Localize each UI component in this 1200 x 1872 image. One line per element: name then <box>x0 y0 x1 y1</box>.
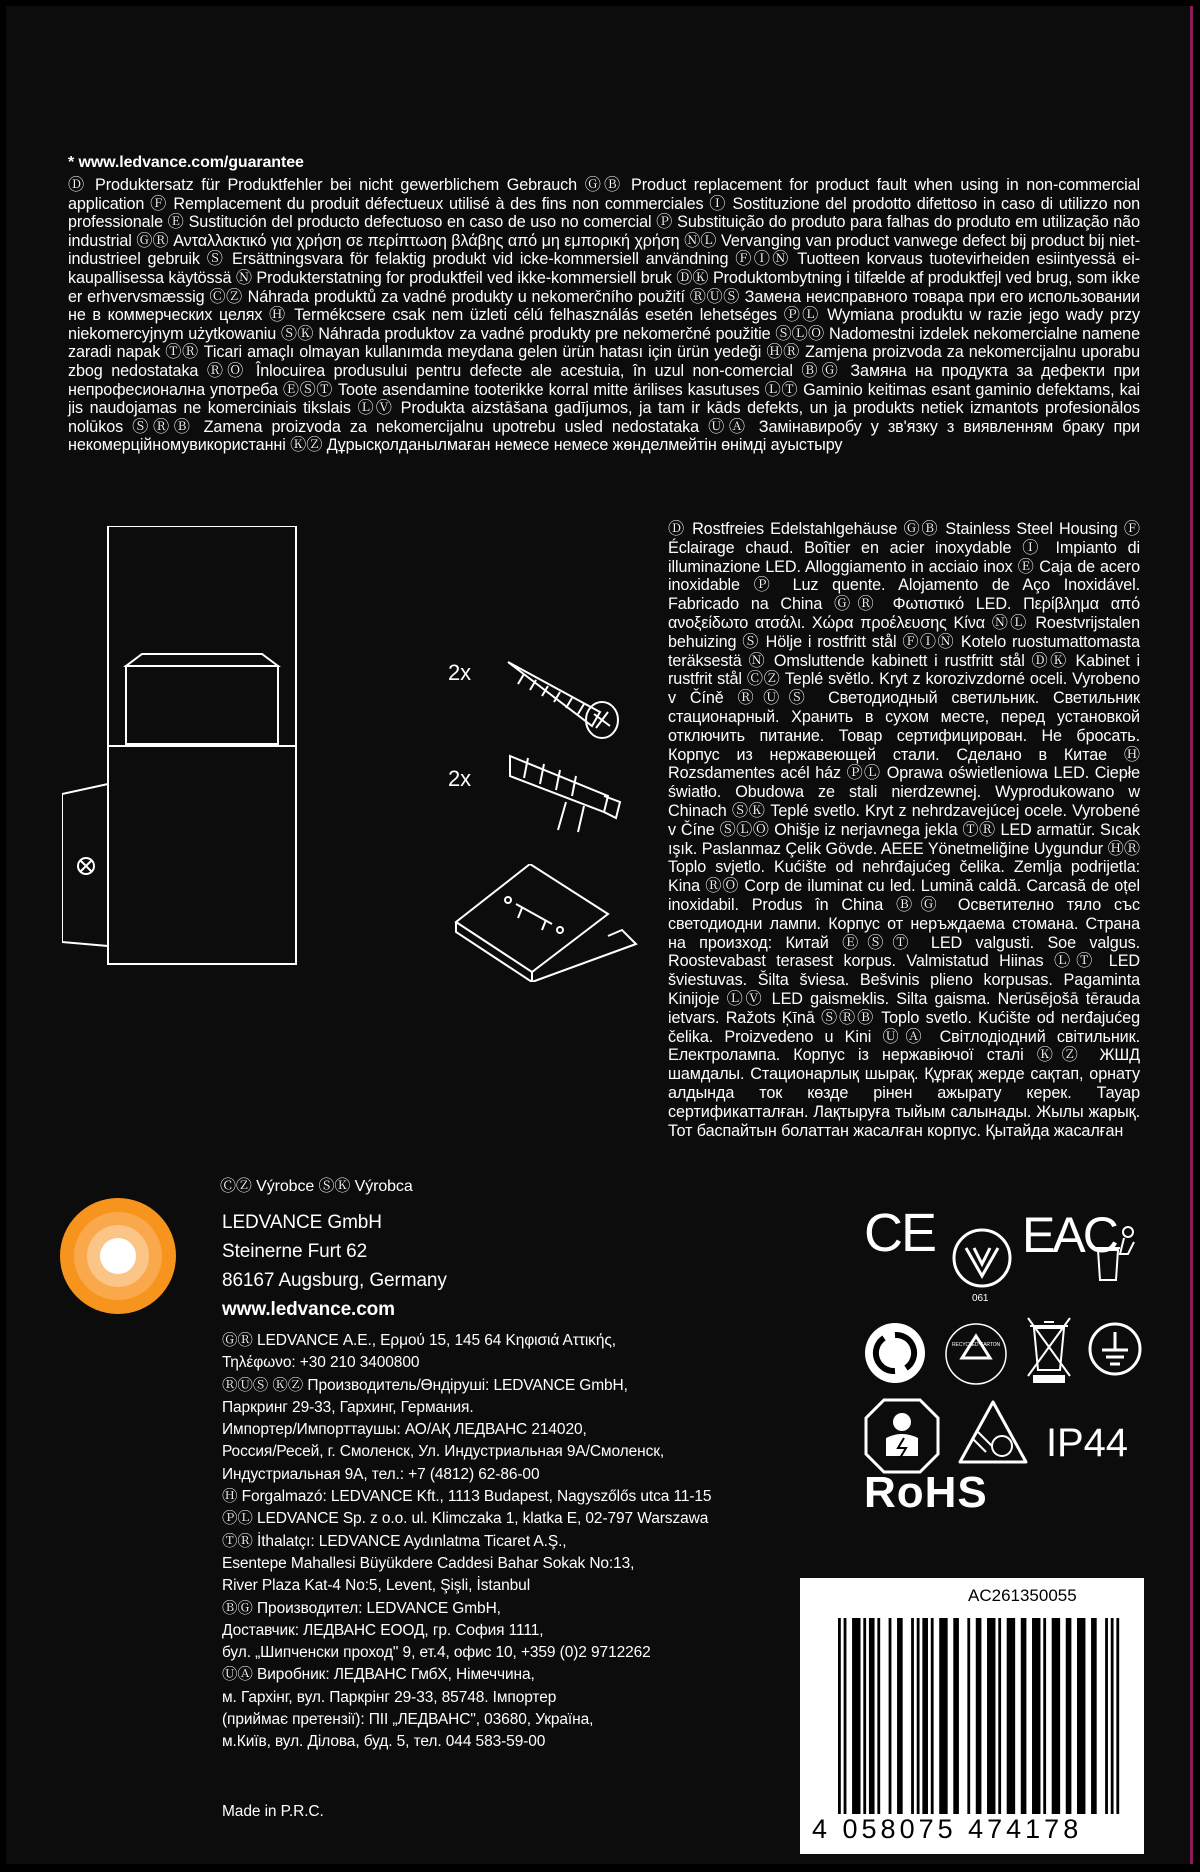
barcode-label <box>800 1578 1144 1854</box>
importer-line: Индустриальная 9А, тел.: +7 (4812) 62-86-00 <box>222 1465 540 1483</box>
importer-line: ⒷⒼ Производител: LEDVANCE GmbH, <box>222 1599 501 1617</box>
importer-line: ⓇⓊⓈ ⓀⓏ Производитель/Өндіруші: LEDVANCE GmbH, <box>222 1376 628 1394</box>
manufacturer-label: ⒸⓏ Výrobce ⓈⓀ Výrobca <box>220 1178 413 1195</box>
recycled-carton-icon <box>944 1322 1008 1386</box>
guarantee-text: Ⓓ Produktersatz für Produktfehler bei nicht gewerblichem Gebrauch ⒼⒷ Product replacement for product fault when using in non-commercial application Ⓕ Remplacement du produit défectueux utilisé à des fins non commerciales Ⓘ Sostituzione del prodotto difettoso in caso di utilizzo non professionale Ⓔ Sustitución del producto defectuoso en caso de uso no comercial Ⓟ Substituição do produto para falhas do produto em utilização não industrial ⒼⓇ Ανταλλακτικό για χρήση σε περίπτωση βλάβης από μη εμπορική χρήση ⓃⓁ Vervanging van product vanwege defect bij product bij niet-industrieel gebruik Ⓢ Ersättningsvara för felaktig produkt vid icke-kommersiell användning ⒻⒾⓃ Tuotteen korvaus tuotevirheiden esiintyessä ei-kaupallisessa käytössä Ⓝ Produkterstatning for produktfeil ved ikke-kommersiell bruk ⒹⓀ Produktombytning i tilfælde af produktfejl ved brug, som ikke er erhvervsmæssig ⒸⓏ Náhrada produktů za vadné produkty u nekomerčního použití ⓇⓊⓈ Замена неисправного товара при его использовании не в коммерческих целях Ⓗ Termékcsere csak nem üzleti célú felhasználás esetén lehetséges ⓅⓁ Wymiana produktu w razie jego wady przy niekomercyjnym użytkowaniu ⓈⓀ Náhrada produktov za vadné produkty pre nekomerčné použitie ⓈⓁⓄ Nadomestni izdelek nekomercialne namene zaradi napak ⓉⓇ Ticari amaçlı olmayan kullanımda meydana gelen ürün hatası için ürün yedeği ⒽⓇ Zamjena proizvoda za nekomercijalnu uporabu zbog nedostataka ⓇⓄ Înlocuirea produsului pentru defecte ale acestuia, în uzul non-comercial ⒷⒼ Замяна на продукта за дефекти при непрофесионална употреба ⒺⓈⓉ Toote asendamine tooterikke korral mitte ärilises kasutuses ⓁⓉ Gaminio keitimas esant gaminio defektams, kai jis naudojamas ne komerciniais tikslais ⓁⓋ Produkta aizstāšana gadījumos, ja tam ir kāds defekts, un ja produkts netiek izmantots profesionālos nolūkos ⓈⓇⒷ Zamena proizvoda za nekomercijalnu upotrebu usled nedostataka ⓊⒶ Замінавиробу у зв'язку з виявленням браку при некомерційномувикористанні ⓀⓏ Дұрысқолданылмаған немесе немесе жөнделмейтін өнімді ауыстыру <box>68 176 1140 455</box>
barcode-bar <box>1091 1618 1097 1814</box>
weee-crossed-bin-icon <box>1024 1314 1074 1384</box>
importer-line: бул. „Шипченски проход" 9, ет.4, офис 10, +359 (0)2 9712262 <box>222 1644 651 1662</box>
importer-line: м.Київ, вул. Ділова, буд. 5, тел. 044 583-59-00 <box>222 1733 546 1751</box>
ce-mark: CE <box>864 1203 936 1263</box>
barcode-bar <box>1021 1618 1027 1814</box>
barcode-bar <box>1111 1618 1114 1814</box>
barcode-bar <box>844 1618 847 1814</box>
barcode-bar <box>922 1618 928 1814</box>
manufacturer-street: Steinerne Furt 62 <box>222 1241 368 1262</box>
barcode-bar <box>1105 1618 1108 1814</box>
importer-line: Россия/Ресей, г. Смоленск, Ул. Индустриальная 9А/Смоленск, <box>222 1443 665 1461</box>
screw-icon <box>504 656 624 740</box>
hot-surface-icon <box>956 1398 1030 1472</box>
barcode-bar <box>939 1618 947 1814</box>
barcode-bar <box>967 1618 970 1814</box>
manufacturer-city: 86167 Augsburg, Germany <box>222 1270 447 1291</box>
importers-list <box>222 1330 711 1754</box>
manufacturer-name: LEDVANCE GmbH <box>222 1212 382 1233</box>
barcode-bar <box>1032 1618 1040 1814</box>
wall-lamp-drawing <box>62 526 312 966</box>
importer-line: (приймає претензії): ПІІ „ЛЕДВАНС", 03680, Україна, <box>222 1711 594 1729</box>
barcode-bar <box>877 1618 880 1814</box>
importer-line: ⓊⒶ Виробник: ЛЕДВАНС ГмбХ, Німеччина, <box>222 1666 535 1684</box>
barcode-bar <box>1043 1618 1046 1814</box>
barcode-bar <box>976 1618 982 1814</box>
package-back <box>6 6 1193 1864</box>
ean-digits: 4 058075 474178 <box>812 1814 1083 1844</box>
protective-earth-icon <box>1088 1322 1142 1376</box>
barcode-bar <box>1116 1618 1119 1814</box>
barcode-bars <box>838 1618 1122 1814</box>
importer-line: м. Гархінг, вул. Паркрінг 29-33, 85748. Імпортер <box>222 1688 557 1706</box>
screws-qty: 2x <box>448 660 472 685</box>
qualified-electrician-icon <box>864 1398 940 1474</box>
barcode-bar <box>889 1618 892 1814</box>
ledvance-sun-logo <box>58 1196 178 1316</box>
rohs-mark: RoHS <box>864 1468 988 1517</box>
barcode-bar <box>863 1618 866 1814</box>
importer-line: ⒼⓇ LEDVANCE Α.Ε., Ερμού 15, 145 64 Κηφισιά Αττικής, <box>222 1332 616 1349</box>
barcode-bar <box>998 1618 1001 1814</box>
importer-line: Τηλέφωνο: +30 210 3400800 <box>222 1354 420 1372</box>
bin-disposal-icon <box>1094 1224 1140 1282</box>
article-code: AC261350055 <box>968 1586 1077 1605</box>
barcode-bar <box>897 1618 903 1814</box>
importer-line: Esentepe Mahallesi Büyükdere Caddesi Bahar Sokak No:13, <box>222 1554 635 1572</box>
barcode-bar <box>953 1618 959 1814</box>
importer-line: Доставчик: ЛЕДВАНС ЕООД, гр. София 1111, <box>222 1621 544 1639</box>
wall-plug-icon <box>504 746 628 834</box>
barcode-bar <box>852 1618 860 1814</box>
barcode-bar <box>1052 1618 1060 1814</box>
importer-line: ⓉⓇ İthalatçı: LEDVANCE Aydınlatma Ticaret A.Ş., <box>222 1532 567 1550</box>
barcode-bar <box>987 1618 995 1814</box>
ua-conformity-icon <box>950 1226 1014 1290</box>
green-dot-icon <box>864 1322 926 1384</box>
barcode-bar <box>911 1618 914 1814</box>
importer-line: River Plaza Kat-4 No:5, Levent, Şişli, İstanbul <box>222 1577 531 1595</box>
dowels-qty: 2x <box>448 766 472 791</box>
manufacturer-address <box>222 1208 447 1324</box>
importer-line: Импортер/Импорттаушы: АО/АҚ ЛЕДВАНС 214020, <box>222 1421 587 1439</box>
mounting-bracket-icon <box>452 864 640 982</box>
ua-mark-code: 061 <box>972 1293 989 1304</box>
barcode-bar <box>917 1618 920 1814</box>
barcode-bar <box>1066 1618 1072 1814</box>
recycled-carton-label: RECYCLED CARTON <box>951 1342 1001 1348</box>
ip-rating: IP44 <box>1046 1421 1128 1465</box>
barcode-bar <box>838 1618 841 1814</box>
importer-line: ⓅⓁ LEDVANCE Sp. z o.o. ul. Klimczaka 1, klatka E, 02-797 Warszawa <box>222 1510 709 1528</box>
barcode-bar <box>869 1618 875 1814</box>
housing-description: Ⓓ Rostfreies Edelstahlgehäuse ⒼⒷ Stainless Steel Housing Ⓕ Éclairage chaud. Boîtier en acier inoxydable Ⓘ Impianto di illuminazione LED. Alloggiamento in acciaio inox Ⓔ Caja de acero inoxidable Ⓟ Luz quente. Alojamento de Aço Inoxidável. Fabricado na China ⒼⓇ Φωτιστικό LED. Περίβλημα από ανοξείδωτο ατσάλι. Χώρα προέλευσης Κίνα ⓃⓁ Roestvrijstalen behuizing Ⓢ Hölje i rostfritt stål ⒻⒾⓃ Kotelo ruostumattomasta teräksestä Ⓝ Omsluttende kabinett i rustfritt stål ⒹⓀ Kabinet i rustfrit stål ⒸⓏ Teplé světlo. Kryt z korozivzdorné oceli. Vyrobeno v Číně ⓇⓊⓈ Светодиодный светильник. Светильник стационарный. Хранить в сухом месте, перед установкой отключить питание. Товар сертифицирован. Не бросать. Корпус из нержавеющей стали. Сделано в Китае Ⓗ Rozsdamentes acél ház ⓅⓁ Oprawa oświetleniowa LED. Ciepłe światło. Obudowa ze stali nierdzewnej. Wyprodukowano w Chinach ⓈⓀ Teplé svetlo. Kryt z nehrdzavejúcej ocele. Vyrobené v Číne ⓈⓁⓄ Ohišje iz nerjavnega jekla ⓉⓇ LED armatür. Sıcak ışık. Paslanmaz Çelik Gövde. AEEE Yönetmeliğine Uygundur ⒽⓇ Toplo svjetlo. Kućište od nehrđajućeg čelika. Zemlja podrijetla: Kina ⓇⓄ Corp de iluminat cu led. Lumină caldă. Carcasă de oțel inoxidabil. Produs în China ⒷⒼ Осветително тяло със светодиодни лампи. Корпус от неръждаема стомана. Страна на произход: Китай ⒺⓈⓉ LED valgusti. Soe valgus. Roostevabast terasest korpus. Valmistatud Hiinas ⓁⓉ LED šviestuvas. Šilta šviesa. Bešvinis plieno korpusas. Pagaminta Kinijoje ⓁⓋ LED gaismeklis. Silta gaisma. Nerūsējošā tērauda ietvars. Ražots Ķīnā ⓈⓇⒷ Toplo svetlo. Kućište od nerđajućeg čelika. Proizvedeno u Kini ⓊⒶ Світлодіодний світильник. Електролампа. Корпус із нержавіючої сталі ⓀⓏ ЖШД шамдалы. Стационарлық шырақ. Құрғақ жерде сақтап, орнату алдында ток көзде рінен ажырату керек. Тауар сертификатталған. Лақтыруға тыйым салынады. Жылы жарық. Тот баспайтын болаттан жасалған корпус. Қытайда жасалған <box>668 520 1140 1140</box>
eac-mark: EAC <box>1022 1207 1116 1263</box>
manufacturer-web: www.ledvance.com <box>222 1299 395 1320</box>
importer-line: Ⓗ Forgalmazó: LEDVANCE Kft., 1113 Budapest, Nagyszőlős utca 11-15 <box>222 1488 712 1506</box>
importer-line: Паркринг 29-33, Гархинг, Германия. <box>222 1398 474 1416</box>
barcode-bar <box>1007 1618 1015 1814</box>
made-in: Made in P.R.C. <box>222 1803 324 1820</box>
barcode-bar <box>931 1618 934 1814</box>
guarantee-url: * www.ledvance.com/guarantee <box>68 154 304 171</box>
barcode-bar <box>1077 1618 1085 1814</box>
